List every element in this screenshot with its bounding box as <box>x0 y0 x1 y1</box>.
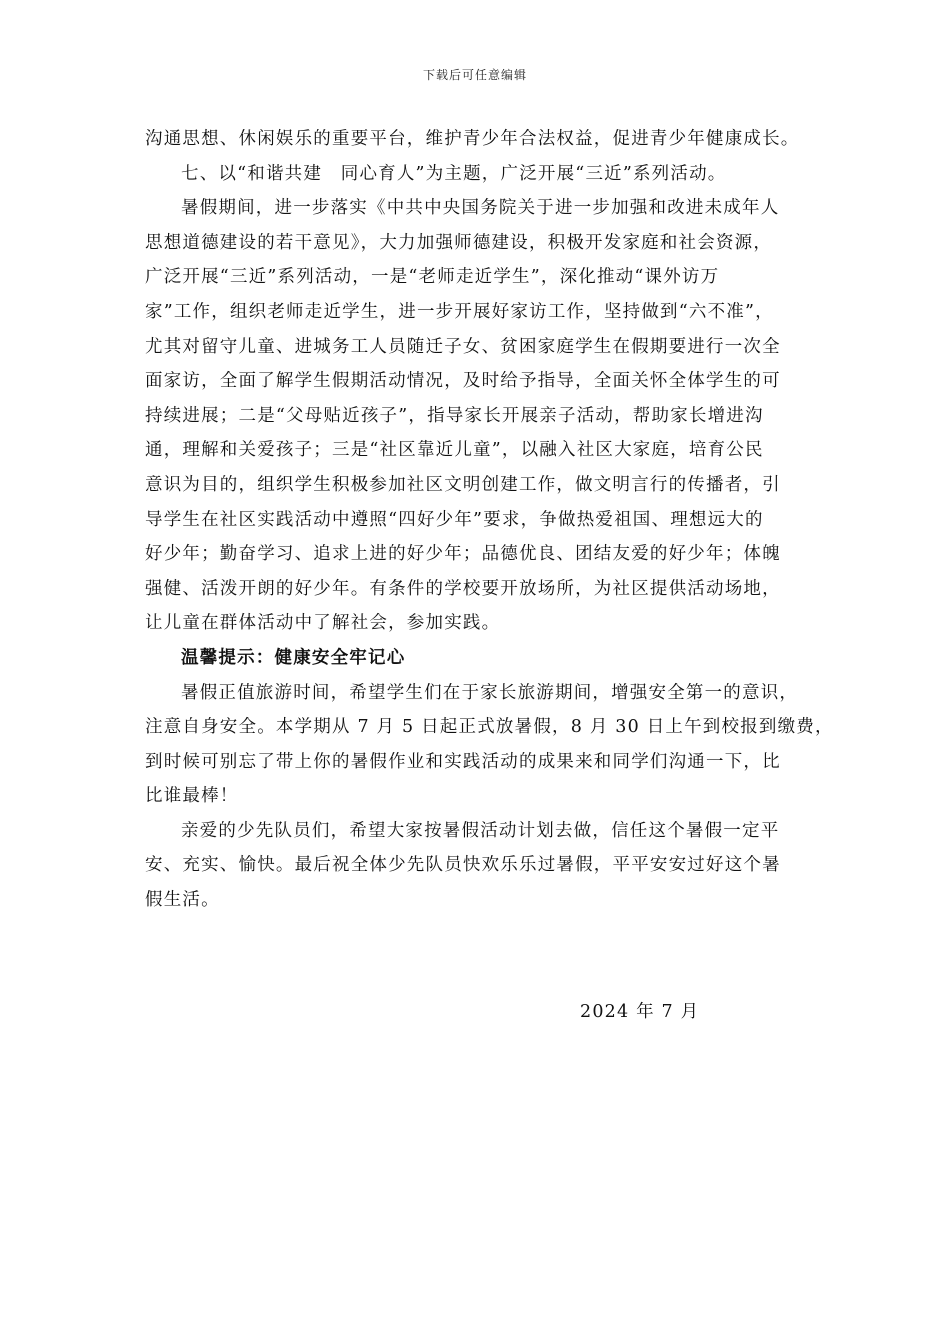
body-line: 让儿童在群体活动中了解社会，参加实践。 <box>145 613 501 634</box>
page-header: 下载后可任意编辑 <box>422 68 527 82</box>
body-line: 持续进展；二是“父母贴近孩子”，指导家长开展亲子活动，帮助家长增进沟 <box>145 405 764 426</box>
document-body <box>145 122 834 918</box>
paragraph-start: 亲爱的少先队员们，希望大家按暑假活动计划去做，信任这个暑假一定平 <box>181 820 780 841</box>
body-line: 导学生在社区实践活动中遵照“四好少年”要求，争做热爱祖国、理想远大的 <box>145 509 764 530</box>
section-heading: 七、以“和谐共建 同心育人”为主题，广泛开展“三近”系列活动。 <box>181 163 727 184</box>
body-line: 广泛开展“三近”系列活动，一是“老师走近学生”，深化推动“课外访万 <box>145 267 720 288</box>
tips-heading: 温馨提示：健康安全牢记心 <box>181 647 406 668</box>
body-line: 尤其对留守儿童、进城务工人员随迁子女、贫困家庭学生在假期要进行一次全 <box>145 336 781 357</box>
body-line: 通，理解和关爱孩子；三是“社区靠近儿童”，以融入社区大家庭，培育公民 <box>145 440 764 461</box>
body-line: 好少年；勤奋学习、追求上进的好少年；品德优良、团结友爱的好少年；体魄 <box>145 544 781 565</box>
body-line: 比谁最棒！ <box>145 786 239 807</box>
body-line: 强健、活泼开朗的好少年。有条件的学校要开放场所，为社区提供活动场地， <box>145 578 781 599</box>
body-line: 家”工作，组织老师走近学生，进一步开展好家访工作，坚持做到“六不准”， <box>145 301 774 322</box>
paragraph-start: 暑假正值旅游时间，希望学生们在于家长旅游期间，增强安全第一的意识， <box>181 682 799 703</box>
body-line: 思想道德建设的若干意见》，大力加强师德建设，积极开发家庭和社会资源， <box>145 232 773 253</box>
body-line: 意识为目的，组织学生积极参加社区文明创建工作，做文明言行的传播者，引 <box>145 474 781 495</box>
body-line: 到时候可别忘了带上你的暑假作业和实践活动的成果来和同学们沟通一下，比 <box>145 751 781 772</box>
body-line: 假生活。 <box>145 890 220 911</box>
paragraph-start: 暑假期间，进一步落实《中共中央国务院关于进一步加强和改进未成年人 <box>181 198 780 219</box>
document-date: 2024 年 7 月 <box>580 1002 700 1022</box>
body-line: 注意自身安全。本学期从 7 月 5 日起正式放暑假，8 月 30 日上午到校报到缴费， <box>145 717 834 738</box>
body-line: 安、充实、愉快。最后祝全体少先队员快欢乐乐过暑假，平平安安过好这个暑 <box>145 855 781 876</box>
body-line: 沟通思想、休闲娱乐的重要平台，维护青少年合法权益，促进青少年健康成长。 <box>145 129 800 149</box>
body-line: 面家访，全面了解学生假期活动情况，及时给予指导，全面关怀全体学生的可 <box>145 371 781 392</box>
